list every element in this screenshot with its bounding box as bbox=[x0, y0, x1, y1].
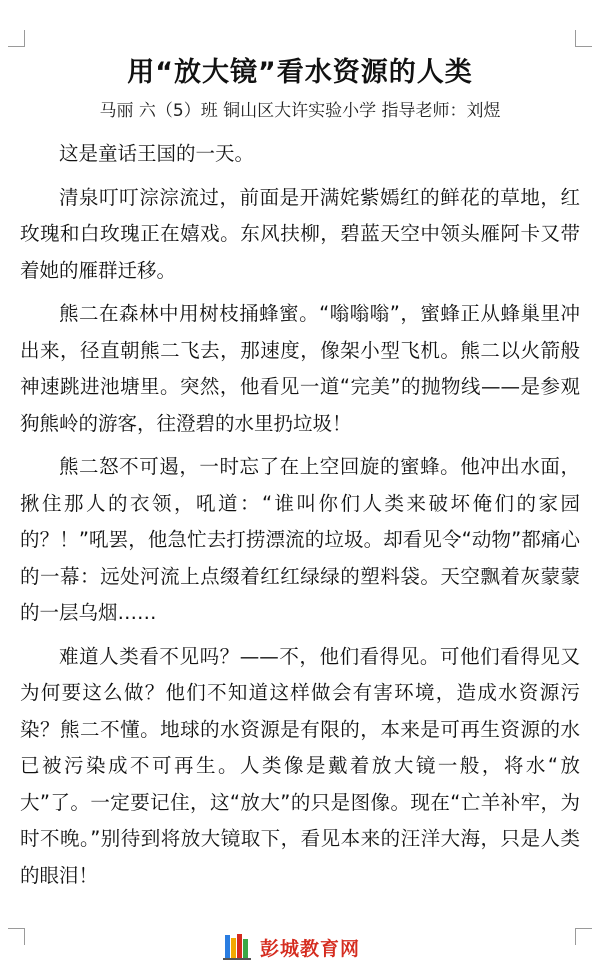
article-body bbox=[20, 136, 580, 901]
paragraph: 熊二怒不可遏，一时忘了在上空回旋的蜜蜂。他冲出水面，揪住那人的衣领，吼道：“谁叫你们人类来破坏俺们的家园的？！”吼罢，他急忙去打捞漂流的垃圾。却看见令“动物”都痛心的一幕：远处河流上点缀着红红绿绿的塑料袋。天空飘着灰蒙蒙的一层乌烟…… bbox=[20, 455, 580, 624]
watermark-text: 彭城教育网 bbox=[260, 937, 361, 960]
watermark-logo bbox=[222, 933, 360, 961]
page-corner-mark bbox=[575, 30, 592, 47]
paragraph: 这是童话王国的一天。 bbox=[59, 142, 255, 165]
paragraph: 清泉叮叮淙淙流过，前面是开满姹紫嫣红的鲜花的草地，红玫瑰和白玫瑰正在嬉戏。东风扶柳，碧蓝天空中领头雁阿卡又带着她的雁群迁移。 bbox=[20, 185, 580, 282]
author-byline: 马丽 六（5）班 铜山区大许实验小学 指导老师：刘煜 bbox=[99, 101, 501, 121]
books-logo-icon bbox=[222, 933, 252, 961]
document-title: 用“放大镜”看水资源的人类 bbox=[127, 57, 473, 88]
page-corner-mark bbox=[8, 928, 25, 945]
paragraph: 熊二在森林中用树枝捅蜂蜜。“嗡嗡嗡”，蜜蜂正从蜂巢里冲出来，径直朝熊二飞去，那速度，像架小型飞机。熊二以火箭般神速跳进池塘里。突然，他看见一道“完美”的抛物线——是参观狗熊岭的游客，往澄碧的水里扔垃圾！ bbox=[20, 302, 580, 435]
page-corner-mark bbox=[575, 928, 592, 945]
paragraph: 难道人类看不见吗？——不，他们看得见。可他们看得见又为何要这么做？他们不知道这样做会有害环境，造成水资源污染？熊二不懂。地球的水资源是有限的，本来是可再生资源的水已被污染成不可再生。人类像是戴着放大镜一般，将水“放大”了。一定要记住，这“放大”的只是图像。现在“亡羊补牢，为时不晚。”别待到将放大镜取下，看见本来的汪洋大海，只是人类的眼泪！ bbox=[20, 644, 580, 887]
page-corner-mark bbox=[8, 30, 25, 47]
